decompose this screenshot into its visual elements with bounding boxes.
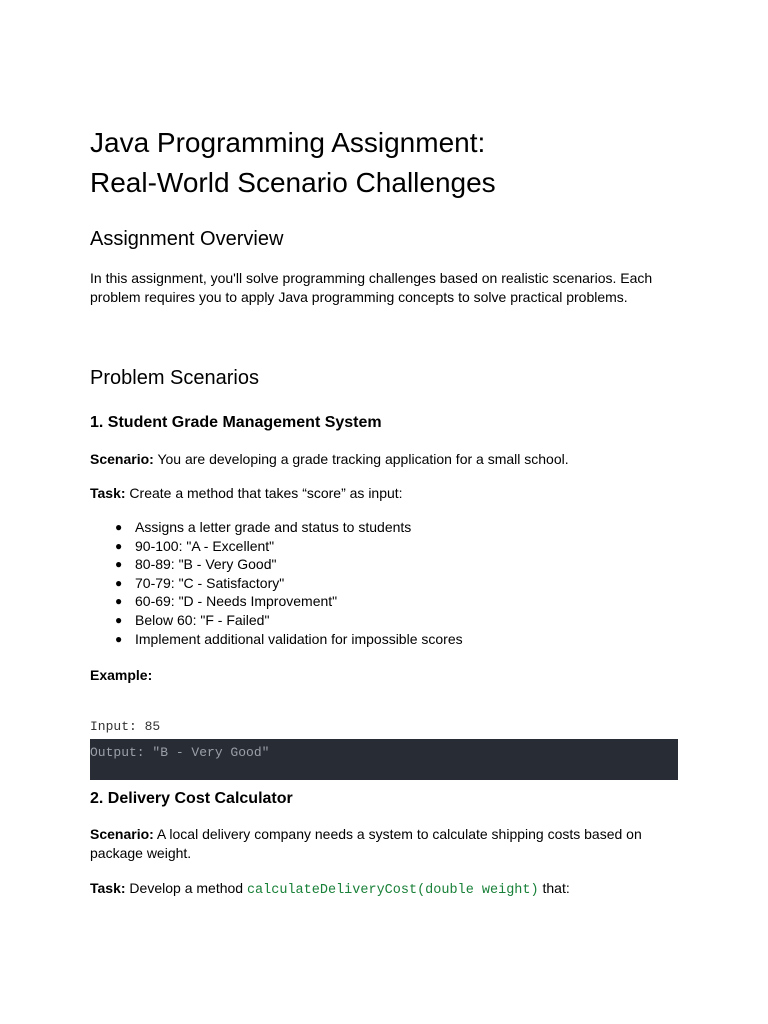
list-item: ● Below 60: "F - Failed" [115, 611, 270, 628]
scenario-text: A local delivery company needs a system to calculate shipping costs based on package weight. [90, 826, 642, 861]
document-title [90, 123, 678, 203]
problem-scenarios-heading: Problem Scenarios [90, 367, 259, 389]
example-label: Example: [90, 667, 153, 683]
task-text: Create a method that takes “score” as input: [125, 485, 403, 501]
problem-2-scenario [90, 825, 678, 863]
scenario-text: You are developing a grade tracking application for a small school. [153, 451, 569, 467]
bullet-icon: ● [115, 612, 123, 627]
bullet-icon: ● [115, 575, 123, 590]
problem-1-heading: 1. Student Grade Management System [90, 414, 382, 431]
list-item: ● Implement additional validation for impossible scores [115, 630, 463, 647]
example-output-code: Output: "B - Very Good" [90, 745, 270, 760]
task-prefix: Develop a method [125, 880, 247, 896]
scenario-label: Scenario: [90, 826, 154, 842]
list-item: ● Assigns a letter grade and status to students [115, 519, 412, 535]
bullet-icon: ● [115, 594, 123, 609]
title-line-1: Java Programming Assignment: [90, 127, 486, 158]
title-line-2: Real-World Scenario Challenges [90, 167, 496, 198]
example-output-code-block [90, 739, 678, 780]
method-signature-code: calculateDeliveryCost(double weight) [246, 883, 539, 898]
overview-text: In this assignment, you'll solve programming challenges based on realistic scenarios. Each problem requires you to apply Java programming concepts to solve practical problems. [90, 270, 653, 305]
task-suffix: that: [538, 880, 570, 896]
problem-1-scenario [90, 450, 678, 469]
list-item: ● 70-79: "C - Satisfactory" [115, 574, 285, 591]
scenario-label: Scenario: [90, 451, 154, 467]
list-item: ● 80-89: "B - Very Good" [115, 556, 277, 573]
overview-heading: Assignment Overview [90, 228, 284, 250]
example-input-code: Input: 85 [90, 719, 161, 734]
problem-1-task [90, 484, 678, 503]
task-label: Task: [90, 485, 126, 501]
list-item: ● 90-100: "A - Excellent" [115, 537, 275, 554]
grade-rules-list [90, 518, 463, 648]
problem-2-task [90, 879, 678, 900]
problem-2-heading: 2. Delivery Cost Calculator [90, 790, 293, 807]
bullet-icon: ● [115, 538, 123, 553]
task-label: Task: [90, 880, 126, 896]
bullet-icon: ● [115, 557, 123, 572]
bullet-icon: ● [115, 520, 123, 534]
bullet-icon: ● [115, 631, 123, 646]
list-item: ● 60-69: "D - Needs Improvement" [115, 593, 338, 610]
